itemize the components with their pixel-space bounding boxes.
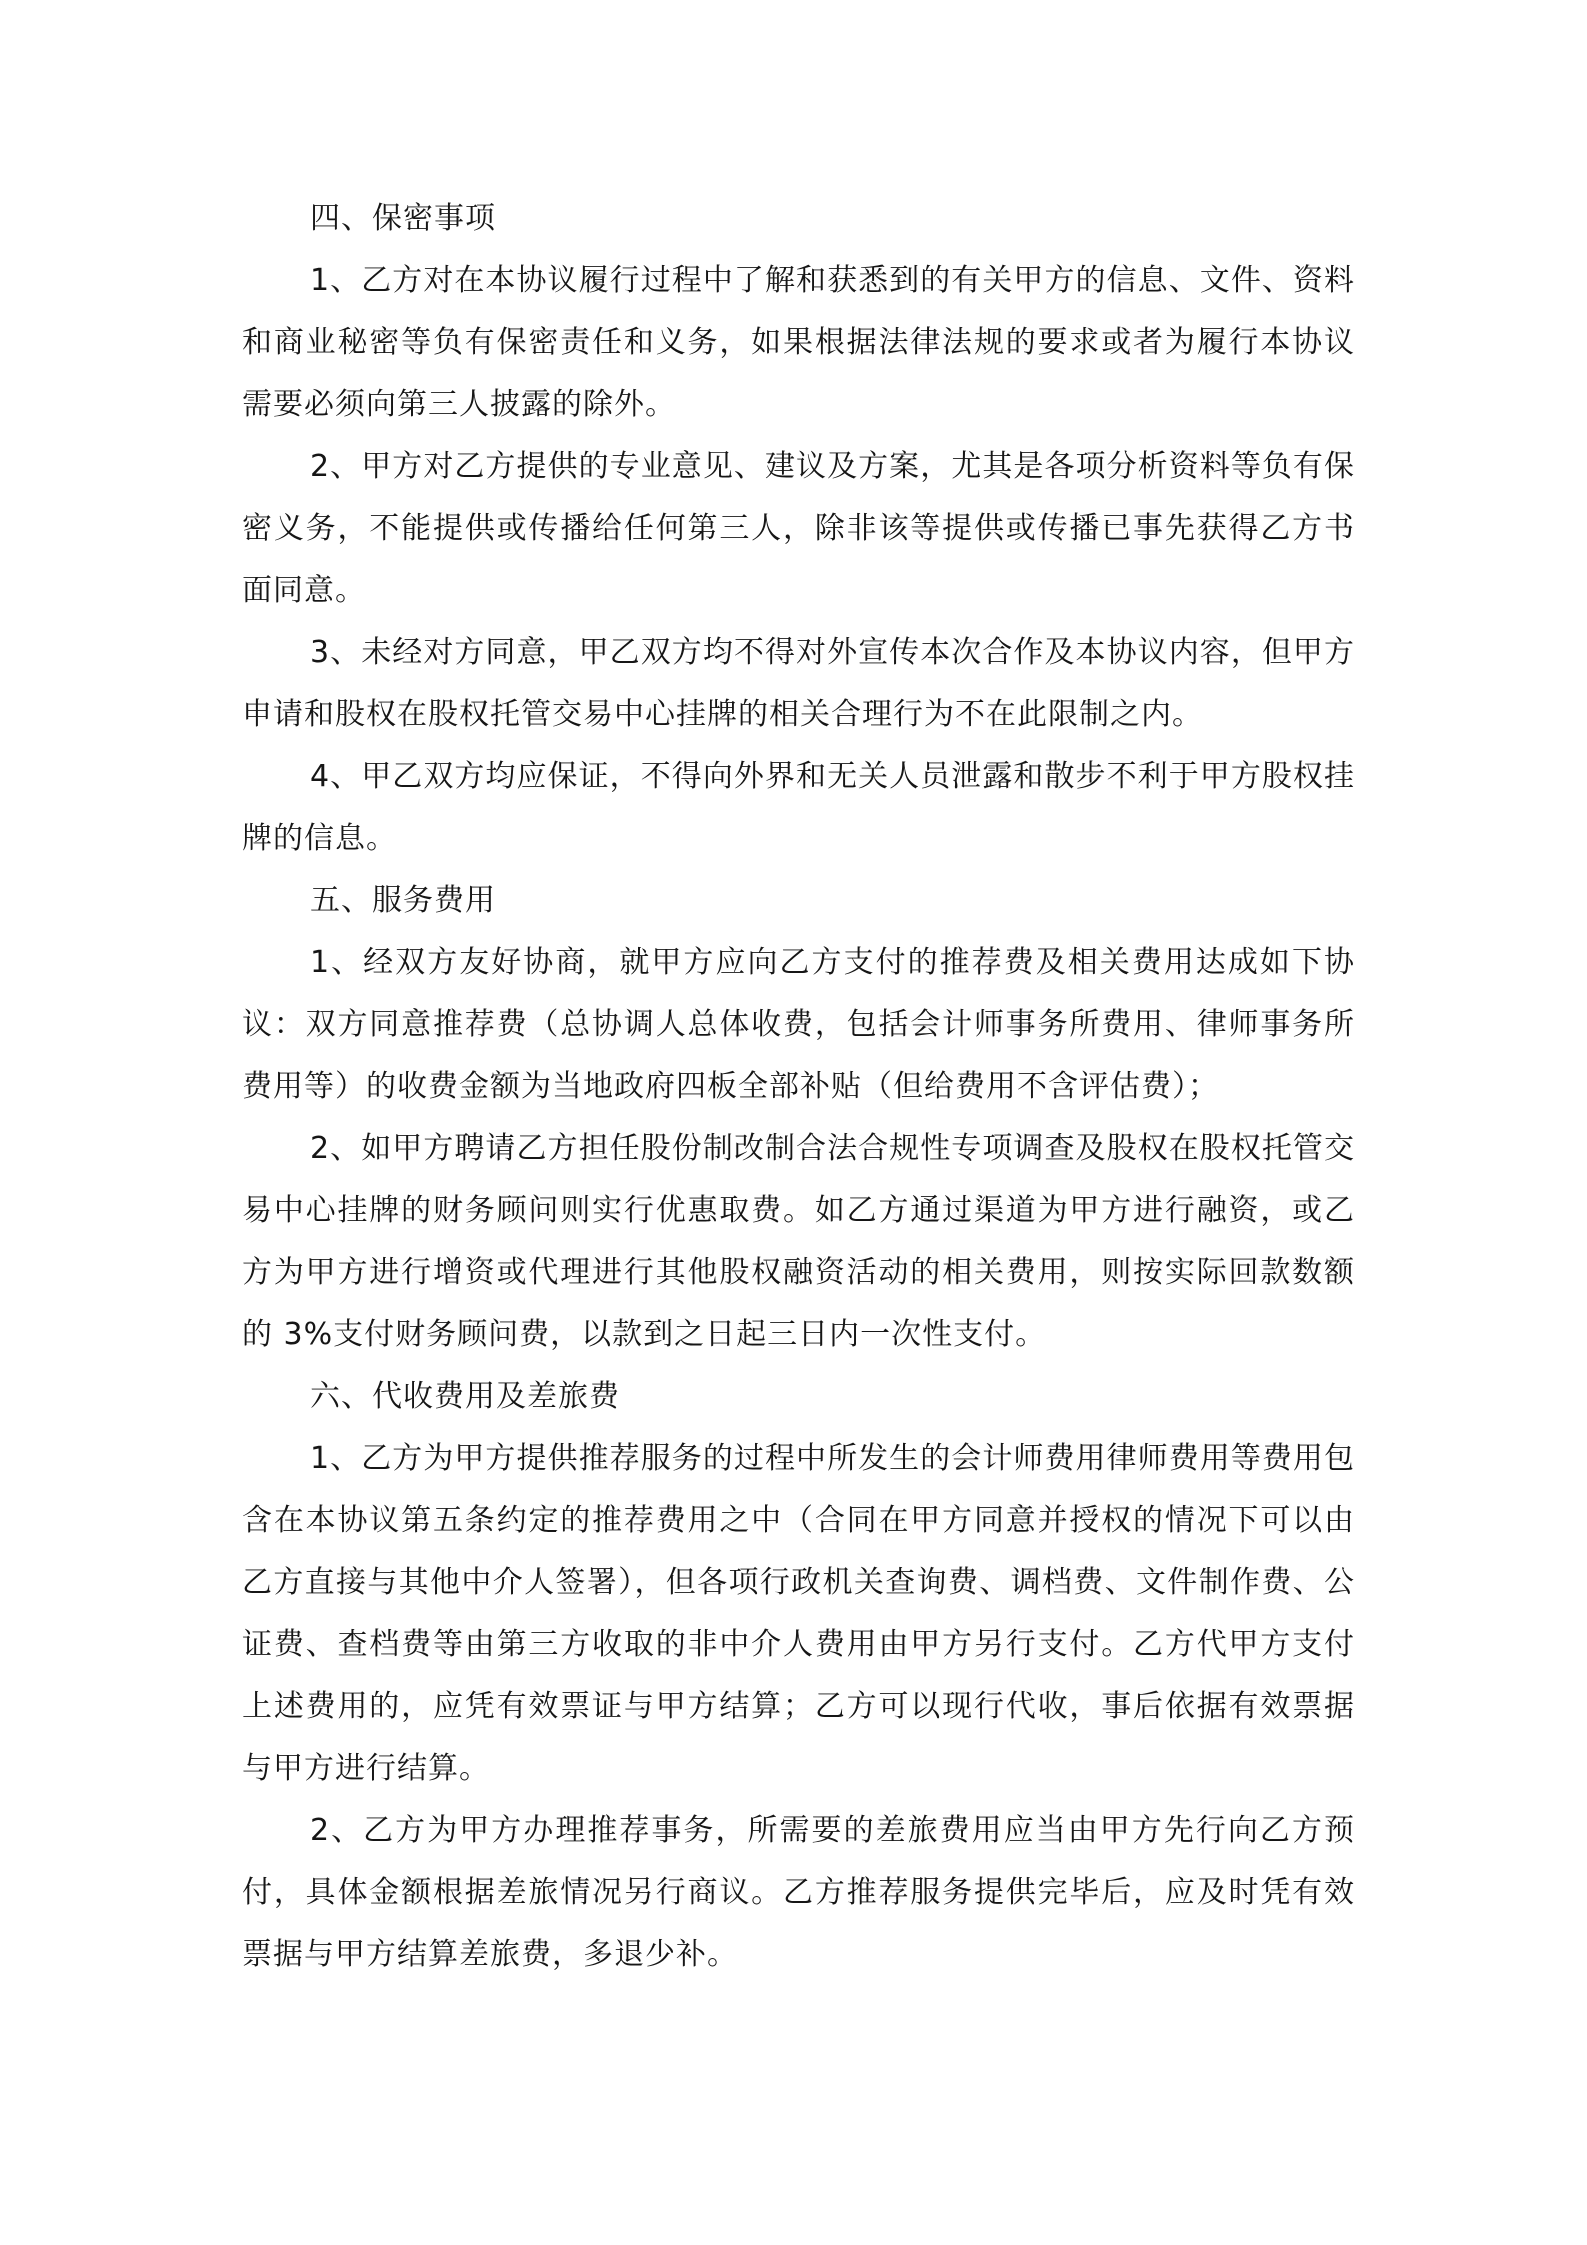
- paragraph: 4、甲乙双方均应保证，不得向外界和无关人员泄露和散步不利于甲方股权挂牌的信息。: [242, 759, 1355, 856]
- paragraph: 1、乙方为甲方提供推荐服务的过程中所发生的会计师费用律师费用等费用包含在本协议第五条约定的推荐费用之中（合同在甲方同意并授权的情况下可以由乙方直接与其他中介人签署），但各项行政机关查询费、调档费、文件制作费、公证费、查档费等由第三方收取的非中介人费用由甲方另行支付。乙方代甲方支付上述费用的，应凭有效票证与甲方结算；乙方可以现行代收，事后依据有效票据与甲方进行结算。: [242, 1441, 1355, 1786]
- section-heading: 六、代收费用及差旅费: [310, 1379, 620, 1414]
- paragraph: 3、未经对方同意，甲乙双方均不得对外宣传本次合作及本协议内容，但甲方申请和股权在股权托管交易中心挂牌的相关合理行为不在此限制之内。: [242, 635, 1355, 732]
- paragraph: 2、乙方为甲方办理推荐事务，所需要的差旅费用应当由甲方先行向乙方预付，具体金额根据差旅情况另行商议。乙方推荐服务提供完毕后，应及时凭有效票据与甲方结算差旅费，多退少补。: [242, 1813, 1355, 1972]
- section-confidentiality: [242, 188, 1355, 870]
- paragraph: 2、如甲方聘请乙方担任股份制改制合法合规性专项调查及股权在股权托管交易中心挂牌的财务顾问则实行优惠取费。如乙方通过渠道为甲方进行融资，或乙方为甲方进行增资或代理进行其他股权融资活动的相关费用，则按实际回款数额的 3%支付财务顾问费，以款到之日起三日内一次性支付。: [242, 1131, 1355, 1352]
- section-collected-fees-travel: [242, 1366, 1355, 1986]
- section-heading: 五、服务费用: [310, 883, 496, 918]
- paragraph: 1、乙方对在本协议履行过程中了解和获悉到的有关甲方的信息、文件、资料和商业秘密等负有保密责任和义务，如果根据法律法规的要求或者为履行本协议需要必须向第三人披露的除外。: [242, 263, 1355, 422]
- paragraph: 2、甲方对乙方提供的专业意见、建议及方案，尤其是各项分析资料等负有保密义务，不能提供或传播给任何第三人，除非该等提供或传播已事先获得乙方书面同意。: [242, 449, 1355, 608]
- section-service-fees: [242, 870, 1355, 1366]
- section-heading: 四、保密事项: [310, 201, 496, 236]
- paragraph: 1、经双方友好协商，就甲方应向乙方支付的推荐费及相关费用达成如下协议：双方同意推荐费（总协调人总体收费，包括会计师事务所费用、律师事务所费用等）的收费金额为当地政府四板全部补贴（但给费用不含评估费）；: [242, 945, 1355, 1104]
